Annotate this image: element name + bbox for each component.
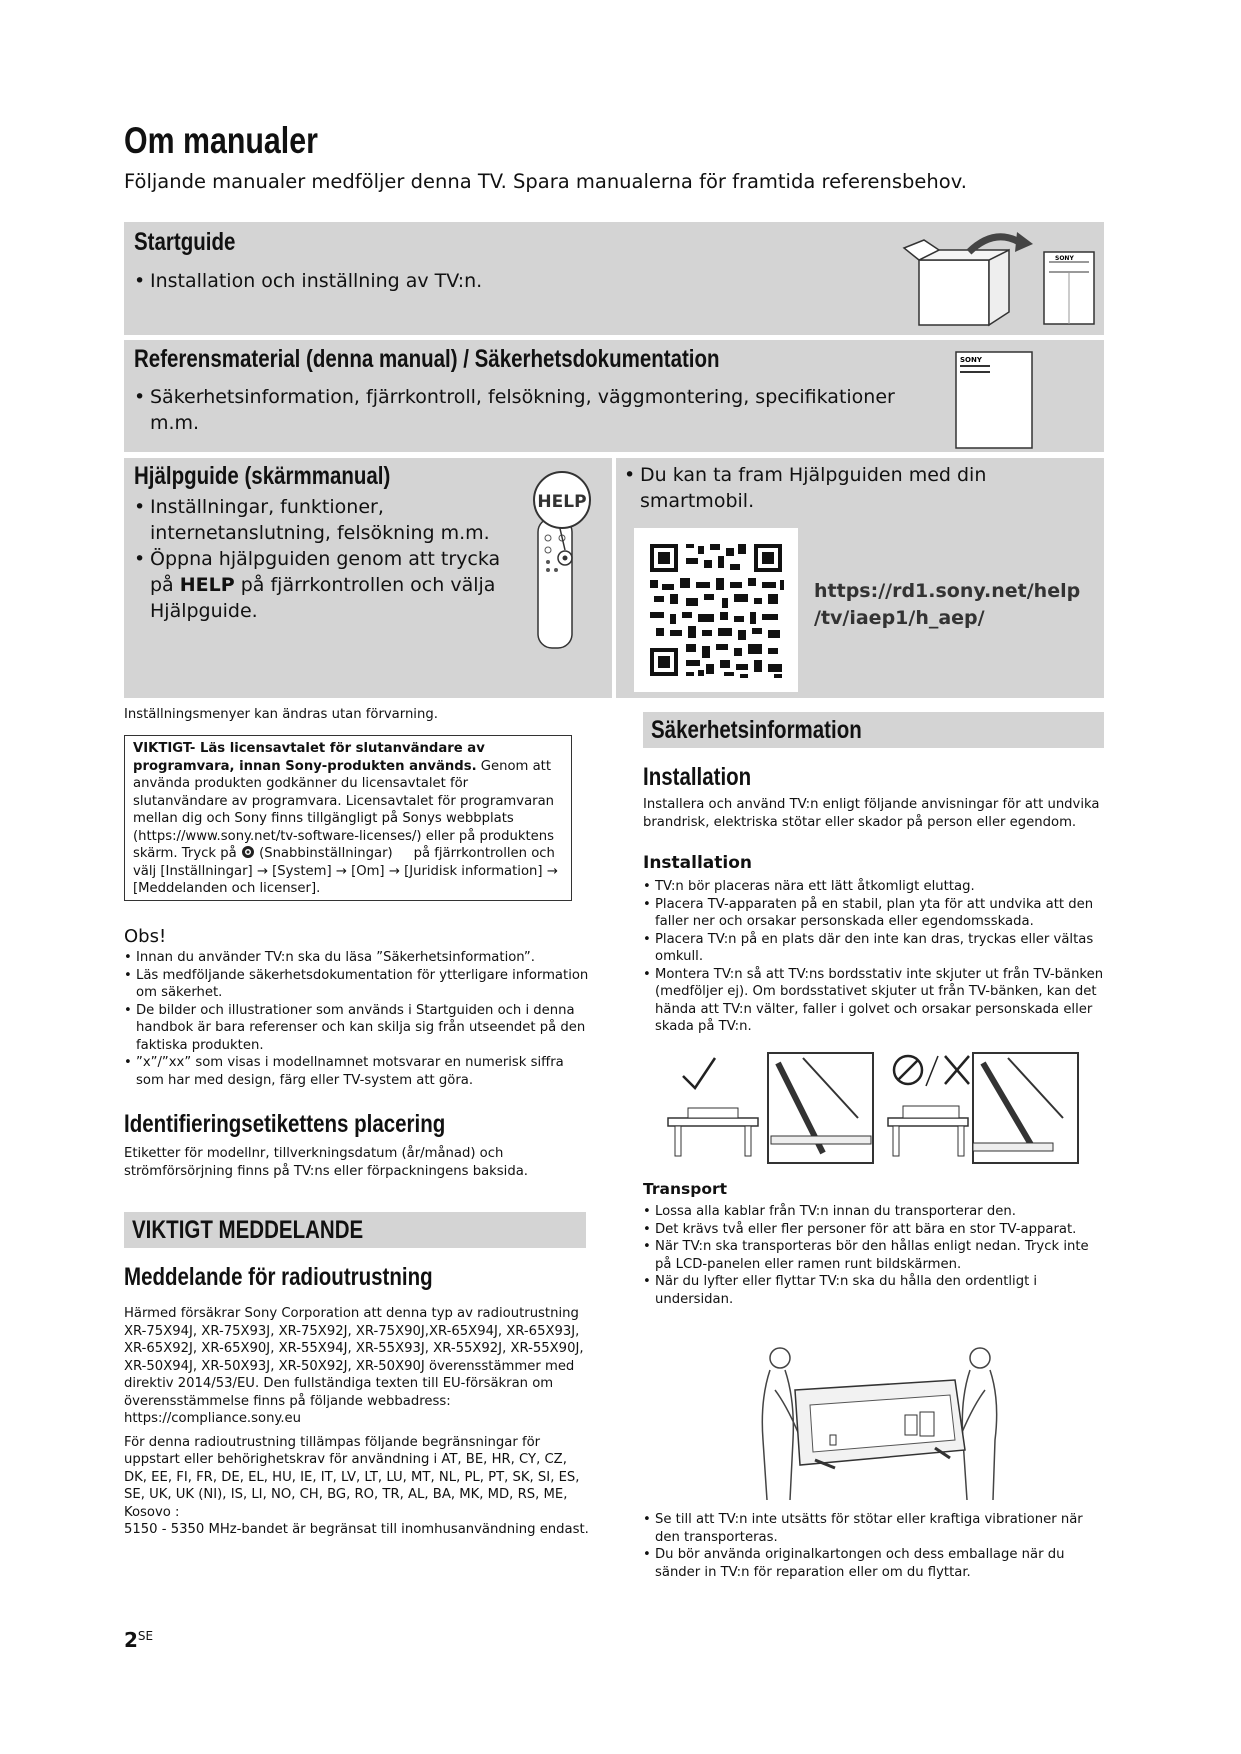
installation-item: • Placera TV:n på en plats där den inte kan dras, tryckas eller vältas omkull.	[643, 931, 1094, 964]
reference-heading: Referensmaterial (denna manual) / Säkerhetsdokumentation	[134, 345, 720, 373]
reference-box	[124, 340, 1104, 452]
page-title: Om manualer	[124, 120, 318, 161]
helpguide-bullets: • Inställningar, funktioner, internetanslutning, felsökning m.m. • Öppna hjälpguiden genom att trycka på HELP på fjärrkontrollen och välja Hjälpguide.	[134, 496, 501, 622]
installation-intro: Installera och använd TV:n enligt följande anvisningar för att undvika brandrisk, elektriska stötar eller skador på person eller egendom.	[643, 797, 1100, 830]
transport-item: • Lossa alla kablar från TV:n innan du transporterar den.	[643, 1204, 1016, 1219]
license-important-box: VIKTIGT- Läs licensavtalet för slutanvändare av programvara, innan Sony-produkten används. Genom att använda produkten godkänner du licensavtalet för slutanvändare av programvara. Licensavtalet för programvaran mellan dig och Sony finns tillgängligt på Sonys webbplats (https://www.sony.net/tv-software-licenses/) eller på produktens skärm. Tryck på (Snabbinställningar) på fjärrkontrollen och välj [Inställningar] → [System] → [Om] → [Juridisk information] → [Meddelanden och licenser].	[124, 735, 572, 901]
page-subtitle: Följande manualer medföljer denna TV. Spara manualerna för framtida referensbehov.	[124, 170, 967, 193]
radio-notice-heading: Meddelande för radioutrustning	[124, 1263, 433, 1291]
transport-item: • Du bör använda originalkartongen och dess emballage när du sänder in TV:n för reparation eller om du flyttar.	[643, 1547, 1065, 1580]
check-icon	[683, 1058, 715, 1088]
installation-heading: Installation	[643, 763, 752, 791]
box-with-manual-icon	[899, 230, 1099, 330]
helpguide-heading: Hjälpguide (skärmmanual)	[134, 462, 391, 490]
installation-item: • TV:n bör placeras nära ett lätt åtkomligt eluttag.	[643, 879, 975, 894]
arrow-icon: →	[546, 863, 558, 879]
transport-heading: Transport	[643, 1180, 728, 1198]
tv-stand-illustration	[663, 1048, 1083, 1168]
settings-note: Inställningsmenyer kan ändras utan förvarning.	[124, 707, 438, 722]
startguide-box	[124, 222, 1104, 335]
label-placement-heading: Identifieringsetikettens placering	[124, 1110, 446, 1138]
installation-subheading: Installation	[643, 853, 753, 873]
installation-item: • Placera TV-apparaten på en stabil, plan yta för att undvika att den faller ner och orsakar personskada eller egendomsskada.	[643, 896, 1094, 929]
helpguide-box	[124, 458, 612, 698]
installation-list	[643, 878, 1105, 1036]
radio-notice-text: Härmed försäkrar Sony Corporation att denna typ av radioutrustning XR-75X94J, XR-75X93J, XR-75X92J, XR-75X90J,XR-65X94J, XR-65X93J, XR-65X92J, XR-65X90J, XR-55X94J, XR-55X93J, XR-55X92J, XR-55X90J, XR-50X94J, XR-50X93J, XR-50X92J, XR-50X90J överensstämmer med direktiv 2014/53/EU. Den fullständiga texten till EU-försäkran om överensstämmelse finns på följande webbadress: https://compliance.sony.eu För denna radioutrustning tillämpas följande begränsningar för uppstart eller behörighetskrav för användning i AT, BE, HR, CY, CZ, DK, EE, FI, FR, DE, EL, HU, IE, IT, LV, LT, LU, MT, NL, PL, PT, SK, SI, ES, SE, UK, UK (NI), IS, LI, NO, CH, BG, RO, TR, AL, BA, MK, MD, RS, ME, Kosovo : 5150 - 5350 MHz-bandet är begränsat till inomhusanvändning endast.	[124, 1306, 589, 1537]
transport-item: • När du lyfter eller flyttar TV:n ska du hålla den ordentligt i undersidan.	[643, 1274, 1038, 1307]
transport-list-2	[643, 1511, 1105, 1581]
arrow-icon: →	[335, 863, 347, 879]
transport-list	[643, 1203, 1105, 1308]
obs-item: • Läs medföljande säkerhetsdokumentation för ytterligare information om säkerhet.	[124, 967, 589, 1000]
startguide-brand: SONY	[1055, 255, 1074, 262]
tv-carrying-illustration	[755, 1340, 1005, 1505]
page-number: $2^{SE}$	[124, 1628, 154, 1652]
reference-manual-icon	[954, 350, 1034, 450]
installation-item: • Montera TV:n så att TV:ns bordsstativ inte skjuter ut från TV-bänken (medföljer ej). Om bordsstativet skjuter ut från TV-bänken, kan det hända att TV:n välter, faller i golvet och orsakar personskada eller skada på TV:n.	[643, 966, 1104, 1034]
reference-bullet: • Säkerhetsinformation, fjärrkontroll, felsökning, väggmontering, specifikationer m.m.	[134, 386, 895, 434]
helpguide-mobile-box	[616, 458, 1104, 698]
safety-info-bar: Säkerhetsinformation	[643, 712, 1104, 748]
helpguide-url[interactable]: https://rd1.sony.net/help /tv/iaep1/h_aep/	[814, 580, 1081, 629]
obs-item: • Innan du använder TV:n ska du läsa ”Säkerhetsinformation”.	[124, 950, 535, 965]
important-notice-bar: VIKTIGT MEDDELANDE	[124, 1212, 586, 1248]
arrow-icon: →	[388, 863, 400, 879]
startguide-heading: Startguide	[134, 228, 236, 256]
transport-item: • Se till att TV:n inte utsätts för stötar eller kraftiga vibrationer när den transporteras.	[643, 1512, 1083, 1545]
remote-help-icon	[522, 468, 602, 653]
help-button-label: HELP	[537, 492, 587, 512]
obs-item: • De bilder och illustrationer som används i Startguiden och i denna handbok är bara referenser och kan skilja sig från utseendet på den faktiska produkten.	[124, 1002, 586, 1053]
helpguide-mobile-text: • Du kan ta fram Hjälpguiden med din smartmobil.	[624, 464, 987, 512]
gear-icon	[241, 845, 255, 859]
obs-item: • ”x”/”xx” som visas i modellnamnet motsvarar en numerisk siffra som har med design, färg eller TV-system att göra.	[124, 1055, 564, 1088]
transport-item: • När TV:n ska transporteras bör den hållas enligt nedan. Tryck inte på LCD-panelen eller ramen runt bildskärmen.	[643, 1239, 1089, 1272]
transport-item: • Det krävs två eller fler personer för att bära en stor TV-apparat.	[643, 1221, 1077, 1237]
qr-code	[634, 528, 798, 692]
startguide-bullet: • Installation och inställning av TV:n.	[134, 270, 483, 292]
label-placement-text: Etiketter för modellnr, tillverkningsdatum (år/månad) och strömförsörjning finns på TV:ns eller förpackningens baksida.	[124, 1146, 528, 1179]
obs-heading: Obs!	[124, 926, 167, 947]
arrow-icon: →	[256, 863, 268, 879]
reference-brand: SONY	[960, 356, 982, 364]
obs-list	[124, 949, 590, 1089]
